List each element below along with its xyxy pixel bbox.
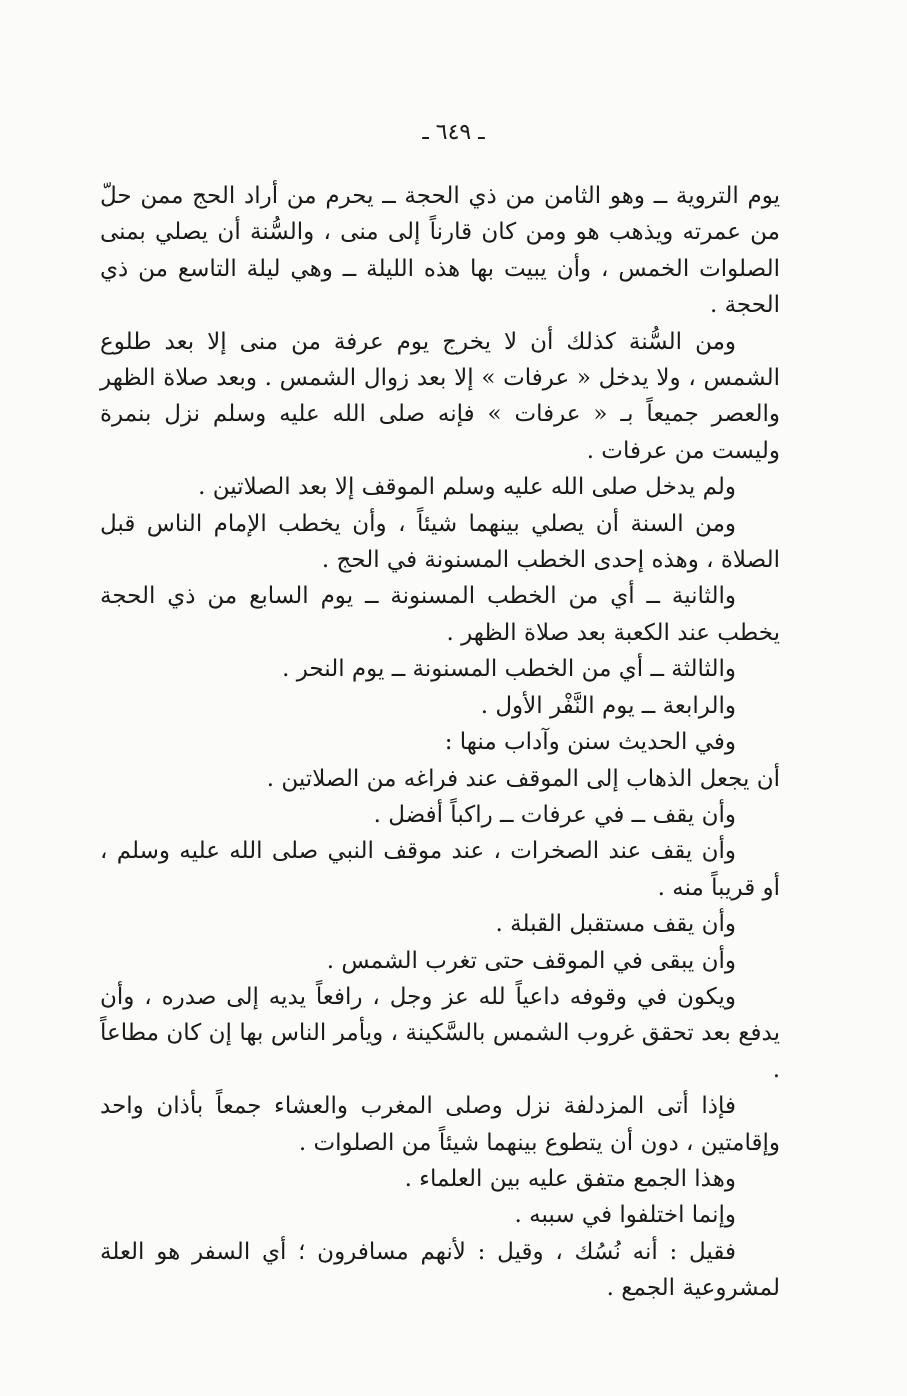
paragraph: فإذا أتى المزدلفة نزل وصلى المغرب والعشاء جمعاً بأذان واحد وإقامتين ، دون أن يتطوع بينهما شيئاً من الصلوات . (100, 1093, 780, 1156)
paragraph: وأن يقف ــ في عرفات ــ راكباً أفضل . (373, 801, 736, 828)
paragraph: يوم التروية ــ وهو الثامن من ذي الحجة ــ يحرم من أراد الحج ممن حلّ من عمرته ويذهب هو ومن كان قارناً إلى منى ، والسُّنة أن يصلي بمنى الصلوات الخمس ، وأن يبيت بها هذه الليلة ــ وهي ليلة التاسع من ذي الحجة . (100, 183, 780, 319)
paragraph: والثالثة ــ أي من الخطب المسنونة ــ يوم النحر . (282, 656, 736, 683)
page-body (100, 178, 780, 1307)
paragraph: أن يجعل الذهاب إلى الموقف عند فراغه من الصلاتين . (266, 765, 780, 792)
paragraph: ويكون في وقوفه داعياً لله عز وجل ، رافعاً يديه إلى صدره ، وأن يدفع بعد تحقق غروب الشمس بالسَّكينة ، ويأمر الناس بها إن كان مطاعاً . (100, 983, 780, 1083)
paragraph: ومن السنة أن يصلي بينهما شيئاً ، وأن يخطب الإمام الناس قبل الصلاة ، وهذه إحدى الخطب المسنونة في الحج . (100, 510, 780, 574)
paragraph: وهذا الجمع متفق عليه بين العلماء . (404, 1165, 736, 1192)
paragraph: والثانية ــ أي من الخطب المسنونة ــ يوم السابع من ذي الحجة يخطب عند الكعبة بعد صلاة الظهر . (100, 583, 780, 646)
paragraph: وإنما اختلفوا في سببه . (514, 1202, 736, 1229)
paragraph: ومن السُّنة كذلك أن لا يخرج يوم عرفة من منى إلا بعد طلوع الشمس ، ولا يدخل « عرفات » إلا بعد زوال الشمس . وبعد صلاة الظهر والعصر جميعاً بـ « عرفات » فإنه صلى الله عليه وسلم نزل بنمرة وليست من عرفات . (100, 328, 780, 464)
page-number: ـ ٦٤٩ ـ (422, 120, 485, 145)
paragraph: والرابعة ــ يوم النَّفْر الأول . (480, 692, 736, 719)
paragraph: ولم يدخل صلى الله عليه وسلم الموقف إلا بعد الصلاتين . (198, 474, 736, 501)
paragraph: وأن يبقى في الموقف حتى تغرب الشمس . (326, 947, 736, 974)
paragraph: فقيل : أنه نُسُك ، وقيل : لأنهم مسافرون ؛ أي السفر هو العلة لمشروعية الجمع . (100, 1238, 780, 1302)
paragraph: وأن يقف عند الصخرات ، عند موقف النبي صلى الله عليه وسلم ، أو قريباً منه . (100, 838, 780, 901)
paragraph: وفي الحديث سنن وآداب منها : (444, 729, 736, 756)
paragraph: وأن يقف مستقبل القبلة . (495, 911, 736, 938)
